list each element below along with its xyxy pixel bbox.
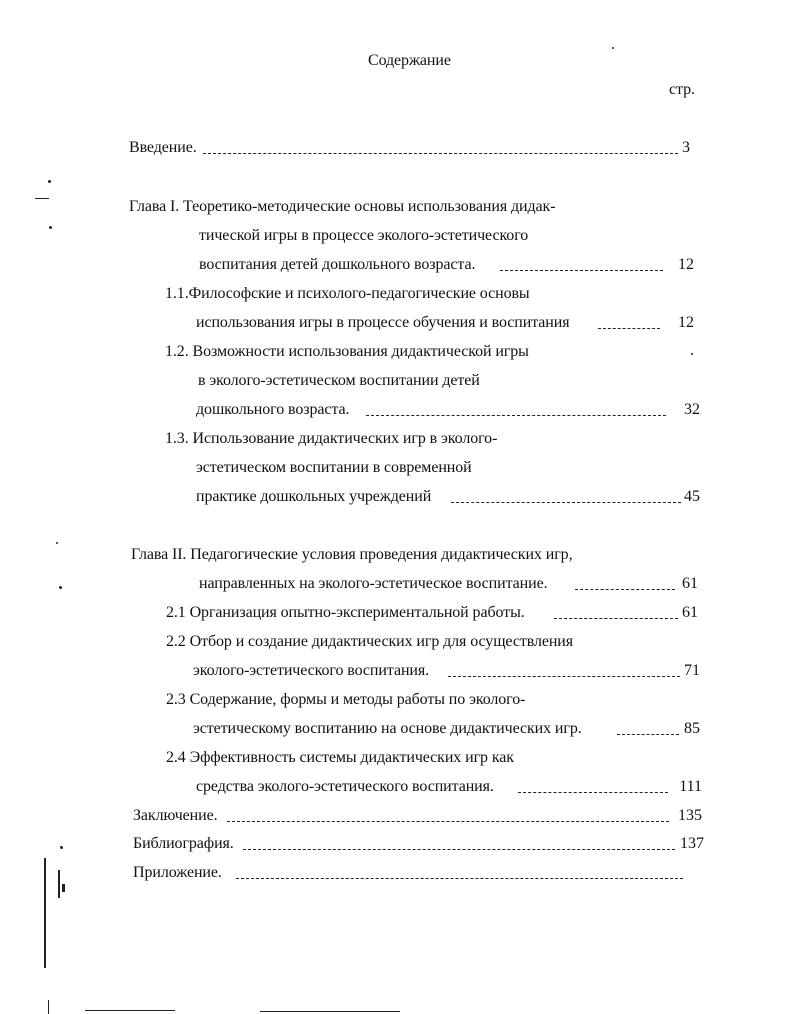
toc-ch2-line1: Глава II. Педагогические условия проведения дидактических игр, bbox=[131, 546, 573, 563]
toc-intro-page: 3 bbox=[682, 139, 690, 156]
toc-conclusion-text: Заключение. bbox=[133, 807, 218, 824]
scan-speck bbox=[60, 846, 63, 849]
toc-leader bbox=[518, 792, 668, 793]
toc-s1-3-line3: практике дошкольных учреждений bbox=[196, 488, 432, 505]
toc-appendix-text: Приложение. bbox=[133, 864, 222, 881]
toc-leader bbox=[554, 618, 678, 619]
toc-leader bbox=[598, 328, 660, 329]
toc-s2-3-line1: 2.3 Содержание, формы и методы работы по эколого- bbox=[166, 691, 526, 708]
toc-ch1-line1: Глава I. Теоретико-методические основы использования дидак- bbox=[129, 198, 556, 215]
toc-s2-4-line2: средства эколого-эстетического воспитания. bbox=[196, 778, 494, 795]
scan-speck bbox=[49, 226, 52, 229]
toc-s1-2-line1: 1.2. Возможности использования дидактической игры bbox=[165, 343, 529, 360]
toc-s1-1-page: 12 bbox=[678, 314, 694, 331]
toc-leader bbox=[203, 153, 678, 154]
toc-s2-2-line1: 2.2 Отбор и создание дидактических игр для осуществления bbox=[166, 633, 574, 650]
toc-s1-3-line2: эстетическом воспитании в современной bbox=[196, 459, 472, 476]
toc-ch2-page: 61 bbox=[682, 575, 698, 592]
toc-leader bbox=[448, 676, 680, 677]
toc-ch1-page: 12 bbox=[678, 256, 694, 273]
toc-s2-1-page: 61 bbox=[682, 604, 698, 621]
scan-line bbox=[85, 1010, 175, 1011]
toc-s2-4-page: 111 bbox=[679, 778, 702, 795]
scan-speck bbox=[59, 586, 62, 589]
scan-line bbox=[44, 858, 46, 968]
toc-s2-3-line2: эстетическому воспитанию на основе дидактических игр. bbox=[193, 720, 582, 737]
toc-leader bbox=[500, 270, 663, 271]
toc-leader bbox=[243, 849, 675, 850]
toc-intro-text: Введение. bbox=[129, 139, 197, 156]
scan-speck bbox=[56, 542, 58, 544]
toc-s1-1-line2: использования игры в процессе обучения и воспитания bbox=[196, 314, 570, 331]
toc-s1-1-line1: 1.1.Философские и психолого-педагогические основы bbox=[165, 285, 530, 302]
scan-line bbox=[62, 884, 65, 892]
toc-s2-4-line1: 2.4 Эффективность системы дидактических игр как bbox=[166, 749, 514, 766]
scan-line bbox=[58, 870, 60, 898]
toc-bibliography-text: Библиография. bbox=[133, 835, 234, 852]
scan-speck bbox=[612, 47, 614, 49]
toc-s2-2-page: 71 bbox=[684, 662, 700, 679]
toc-s1-2-line2: в эколого-эстетическом воспитании детей bbox=[198, 372, 480, 389]
toc-leader bbox=[366, 415, 666, 416]
toc-leader bbox=[236, 878, 683, 879]
scan-speck bbox=[35, 198, 49, 199]
toc-leader bbox=[227, 821, 669, 822]
scan-speck bbox=[48, 180, 51, 183]
toc-s1-3-page: 45 bbox=[684, 488, 700, 505]
toc-bibliography-page: 137 bbox=[680, 835, 704, 852]
scan-line bbox=[48, 1000, 49, 1014]
toc-s2-1-line1: 2.1 Организация опытно-экспериментальной работы. bbox=[166, 604, 525, 621]
toc-s1-2-page: 32 bbox=[684, 401, 700, 418]
toc-ch2-line2: направленных на эколого-эстетическое воспитание. bbox=[199, 575, 548, 592]
toc-s2-3-page: 85 bbox=[684, 720, 700, 737]
toc-ch1-line3: воспитания детей дошкольного возраста. bbox=[199, 256, 476, 273]
scan-line bbox=[260, 1011, 400, 1012]
toc-leader bbox=[575, 589, 675, 590]
page-column-label: стр. bbox=[669, 81, 695, 98]
toc-s1-2-line3: дошкольного возраста. bbox=[196, 401, 350, 418]
toc-s1-3-line1: 1.3. Использование дидактических игр в эколого- bbox=[165, 430, 498, 447]
toc-title: Содержание bbox=[368, 52, 451, 69]
toc-s2-2-line2: эколого-эстетического воспитания. bbox=[193, 662, 430, 679]
toc-ch1-line2: тической игры в процессе эколого-эстетического bbox=[199, 227, 529, 244]
toc-conclusion-page: 135 bbox=[678, 807, 702, 824]
toc-leader bbox=[451, 502, 681, 503]
scan-speck bbox=[691, 353, 693, 355]
